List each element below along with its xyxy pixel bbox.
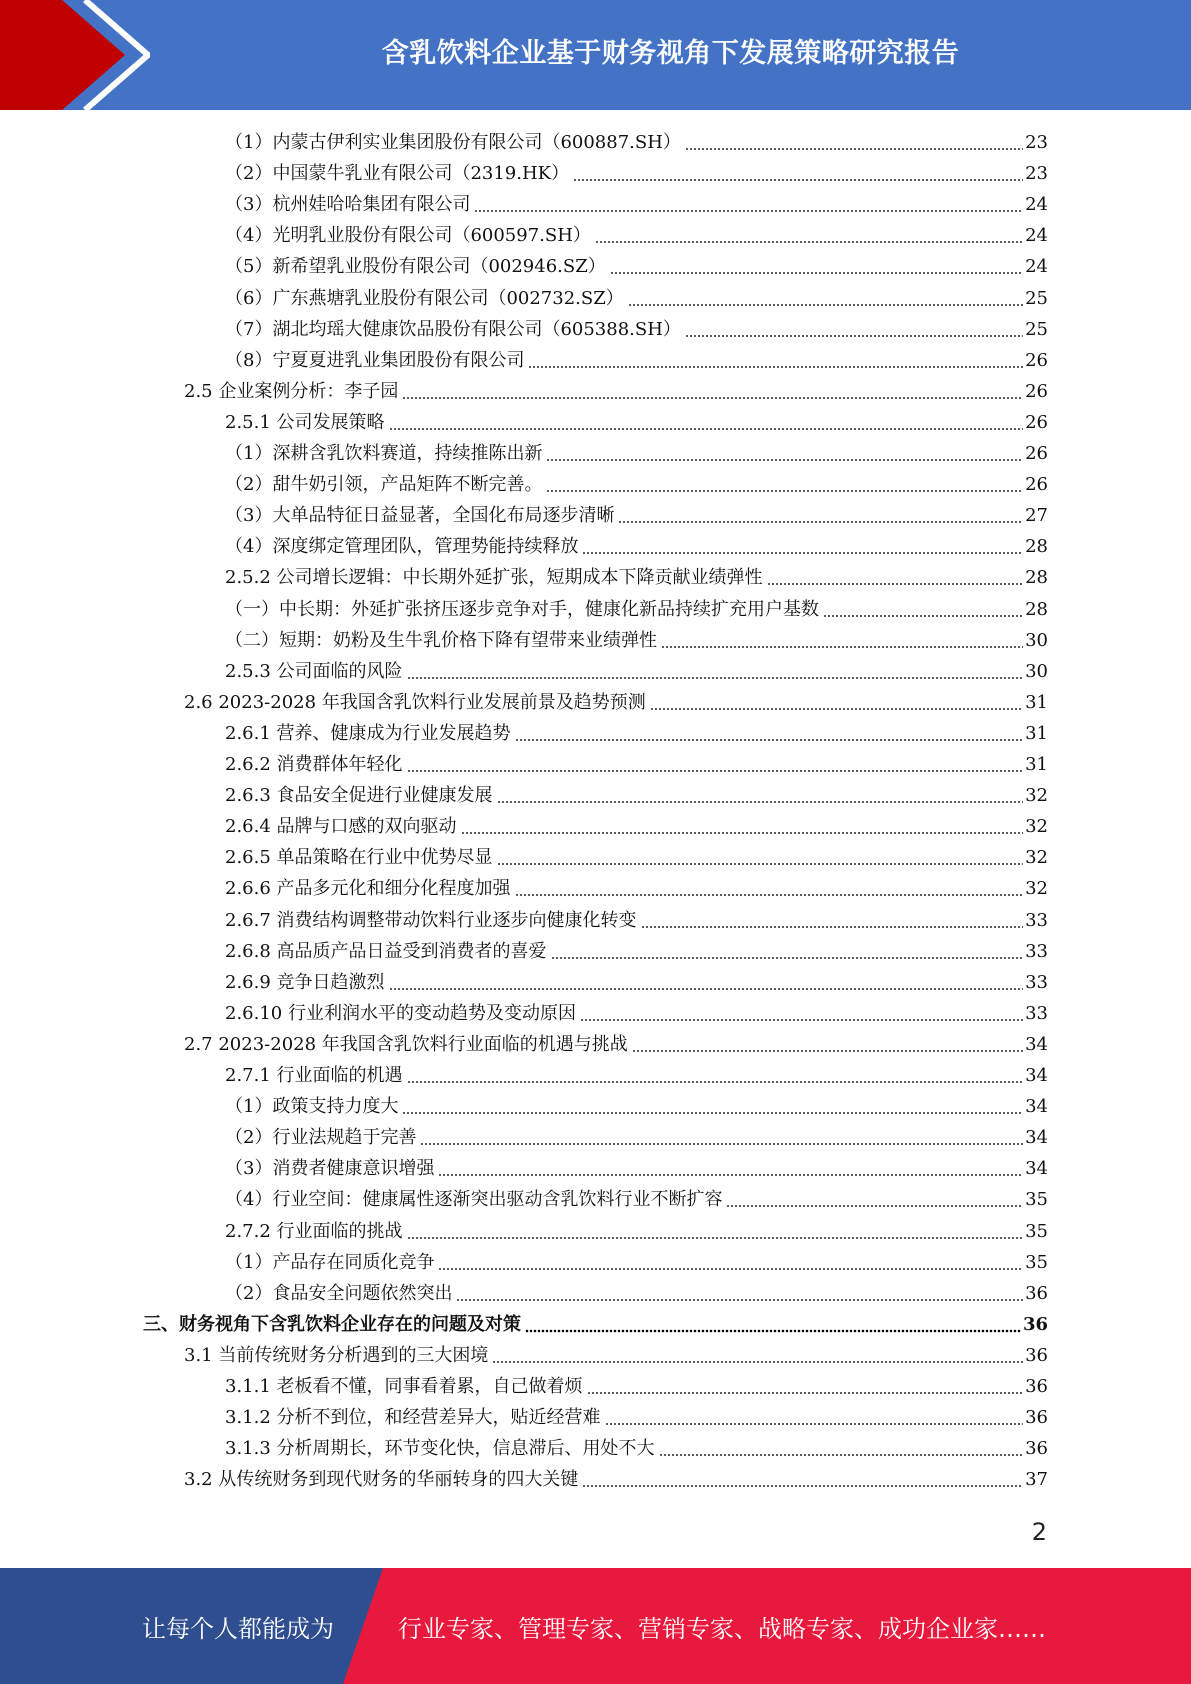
footer-slogan-left: 让每个人都能成为 — [142, 1614, 334, 1643]
toc-entry-page: 36 — [1025, 1407, 1048, 1429]
toc-entry-label: 2.5.1 公司发展策略 — [225, 411, 385, 433]
toc-entry-page: 30 — [1025, 660, 1048, 682]
toc-entry-page: 26 — [1025, 349, 1048, 371]
toc-entry-label: 2.7.1 行业面临的机遇 — [225, 1065, 403, 1086]
toc-entry[interactable] — [225, 998, 1048, 1029]
toc-dot-leader — [823, 594, 1023, 625]
toc-entry[interactable] — [225, 718, 1048, 749]
toc-entry-label: 3.1.2 分析不到位，和经营差异大，贴近经营难 — [225, 1407, 601, 1429]
toc-dot-leader — [582, 1464, 1023, 1495]
toc-dot-leader — [407, 656, 1024, 687]
toc-entry-label: （6）广东燕塘乳业股份有限公司（002732.SZ） — [225, 287, 624, 309]
toc-entry[interactable] — [225, 220, 1048, 251]
toc-entry-label: （3）大单品特征日益显著，全国化布局逐步清晰 — [225, 505, 615, 527]
toc-entry-label: 2.6.2 消费群体年轻化 — [225, 754, 403, 775]
toc-entry-label: （1）内蒙古伊利实业集团股份有限公司（600887.SH） — [225, 132, 681, 153]
toc-entry[interactable] — [225, 811, 1048, 842]
toc-entry-label: （4）深度绑定管理团队，管理势能持续释放 — [225, 536, 579, 558]
toc-entry[interactable] — [225, 345, 1048, 376]
toc-entry-page: 26 — [1025, 411, 1048, 433]
toc-entry[interactable] — [225, 562, 1048, 593]
toc-entry[interactable] — [225, 251, 1048, 282]
toc-entry-label: （5）新希望乳业股份有限公司（002946.SZ） — [225, 256, 606, 278]
toc-entry-page: 31 — [1025, 754, 1048, 775]
toc-dot-leader — [525, 1309, 1021, 1340]
toc-entry[interactable] — [225, 1278, 1048, 1309]
toc-entry-page: 31 — [1025, 722, 1048, 744]
toc-dot-leader — [659, 1433, 1024, 1464]
toc-entry[interactable] — [184, 1029, 1048, 1060]
toc-entry-page: 32 — [1025, 785, 1048, 807]
toc-dot-leader — [628, 283, 1023, 314]
toc-entry-label: （二）短期：奶粉及生牛乳价格下降有望带来业绩弹性 — [225, 629, 657, 651]
toc-dot-leader — [546, 438, 1023, 469]
footer-slogan-right: 行业专家、管理专家、营销专家、战略专家、成功企业家…… — [398, 1614, 1046, 1643]
toc-entry[interactable] — [225, 1153, 1048, 1184]
toc-dot-leader — [685, 314, 1023, 345]
toc-dot-leader — [497, 842, 1024, 873]
toc-entry-label: 3.1 当前传统财务分析遇到的三大困境 — [184, 1344, 489, 1366]
toc-entry-label: 2.6.9 竞争日趋激烈 — [225, 971, 385, 993]
header-red-arrow-decoration — [0, 0, 150, 110]
toc-entry-page: 23 — [1025, 132, 1048, 153]
toc-entry-label: （3）杭州娃哈哈集团有限公司 — [225, 194, 471, 216]
toc-dot-leader — [407, 749, 1024, 780]
toc-dot-leader — [551, 936, 1024, 967]
toc-entry[interactable] — [225, 1371, 1048, 1402]
toc-entry[interactable] — [225, 283, 1048, 314]
toc-dot-leader — [497, 780, 1024, 811]
toc-entry-page: 36 — [1025, 1344, 1048, 1366]
toc-entry-page: 28 — [1025, 567, 1048, 589]
toc-entry[interactable] — [225, 594, 1048, 625]
toc-entry-label: 2.6.8 高品质产品日益受到消费者的喜爱 — [225, 940, 547, 962]
toc-dot-leader — [402, 1091, 1023, 1122]
toc-entry-label: （3）消费者健康意识增强 — [225, 1158, 435, 1180]
toc-entry-label: （2）行业法规趋于完善 — [225, 1127, 417, 1149]
toc-dot-leader — [587, 1371, 1024, 1402]
toc-entry-page: 24 — [1025, 256, 1048, 278]
toc-entry-page: 32 — [1025, 816, 1048, 838]
toc-entry-page: 33 — [1025, 1002, 1048, 1024]
page-footer — [0, 1568, 1191, 1684]
toc-entry-page: 35 — [1025, 1251, 1048, 1273]
toc-entry-label: （4）行业空间：健康属性逐渐突出驱动含乳饮料行业不断扩容 — [225, 1189, 723, 1211]
toc-entry-label: 2.6.3 食品安全促进行业健康发展 — [225, 785, 493, 807]
toc-entry[interactable] — [225, 1433, 1048, 1464]
toc-dot-leader — [767, 562, 1024, 593]
toc-entry[interactable] — [225, 656, 1048, 687]
toc-entry-page: 35 — [1025, 1220, 1048, 1242]
toc-dot-leader — [515, 873, 1024, 904]
toc-entry-label: 2.5 企业案例分析：李子园 — [184, 380, 399, 402]
toc-entry-page: 32 — [1025, 847, 1048, 869]
toc-entry[interactable] — [184, 687, 1048, 718]
toc-entry-page: 26 — [1025, 380, 1048, 402]
toc-entry-label: 3.1.1 老板看不懂，同事看着累，自己做着烦 — [225, 1376, 583, 1397]
toc-dot-leader — [610, 251, 1023, 282]
toc-entry[interactable] — [225, 158, 1048, 189]
toc-entry-label: （1）政策支持力度大 — [225, 1096, 399, 1118]
toc-dot-leader — [726, 1184, 1023, 1215]
toc-entry-label: 3.2 从传统财务到现代财务的华丽转身的四大关键 — [184, 1469, 579, 1491]
toc-dot-leader — [595, 220, 1023, 251]
toc-entry[interactable] — [225, 407, 1048, 438]
toc-entry[interactable] — [225, 189, 1048, 220]
toc-entry[interactable] — [225, 127, 1048, 158]
page-header — [0, 0, 1191, 110]
toc-dot-leader — [650, 687, 1023, 718]
toc-dot-leader — [420, 1122, 1023, 1153]
toc-entry[interactable] — [225, 1216, 1048, 1247]
toc-dot-leader — [438, 1247, 1023, 1278]
toc-entry-label: 2.6.10 行业利润水平的变动趋势及变动原因 — [225, 1002, 576, 1024]
toc-dot-leader — [492, 1340, 1023, 1371]
toc-entry-page: 26 — [1025, 443, 1048, 464]
toc-entry-label: 2.6.4 品牌与口感的双向驱动 — [225, 816, 457, 838]
toc-entry[interactable] — [225, 842, 1048, 873]
toc-entry[interactable] — [225, 438, 1048, 469]
toc-entry-page: 36 — [1025, 1282, 1048, 1304]
toc-entry[interactable] — [225, 314, 1048, 345]
toc-entry-label: 2.6.6 产品多元化和细分化程度加强 — [225, 878, 511, 900]
toc-entry-label: 2.6.5 单品策略在行业中优势尽显 — [225, 847, 493, 869]
toc-entry[interactable] — [184, 376, 1048, 407]
toc-entry[interactable] — [225, 1122, 1048, 1153]
toc-dot-leader — [546, 469, 1023, 500]
toc-dot-leader — [573, 158, 1023, 189]
toc-entry-page: 35 — [1025, 1189, 1048, 1211]
toc-entry-page: 34 — [1025, 1096, 1048, 1118]
toc-entry[interactable] — [225, 469, 1048, 500]
toc-dot-leader — [389, 407, 1024, 438]
toc-entry[interactable] — [225, 905, 1048, 936]
toc-dot-leader — [618, 500, 1023, 531]
toc-entry-page: 24 — [1025, 194, 1048, 216]
toc-entry-page: 25 — [1025, 287, 1048, 309]
toc-dot-leader — [438, 1153, 1023, 1184]
toc-entry[interactable] — [225, 780, 1048, 811]
toc-entry-page: 30 — [1025, 629, 1048, 651]
toc-entry[interactable] — [225, 967, 1048, 998]
toc-dot-leader — [515, 718, 1024, 749]
toc-entry-label: 2.5.2 公司增长逻辑：中长期外延扩张，短期成本下降贡献业绩弹性 — [225, 567, 763, 589]
toc-entry[interactable] — [184, 1464, 1048, 1495]
toc-entry[interactable] — [225, 625, 1048, 656]
toc-entry-page: 27 — [1025, 505, 1048, 527]
toc-entry-label: 2.5.3 公司面临的风险 — [225, 660, 403, 682]
toc-dot-leader — [580, 998, 1023, 1029]
page-number: 2 — [1031, 1518, 1047, 1546]
toc-entry-label: 2.6.1 营养、健康成为行业发展趋势 — [225, 722, 511, 744]
toc-entry-page: 34 — [1025, 1065, 1048, 1086]
toc-entry-label: （7）湖北均瑶大健康饮品股份有限公司（605388.SH） — [225, 318, 681, 340]
toc-entry-page: 26 — [1025, 474, 1048, 496]
toc-dot-leader — [407, 1060, 1024, 1091]
toc-entry-label: （1）深耕含乳饮料赛道，持续推陈出新 — [225, 443, 543, 464]
toc-dot-leader — [661, 625, 1023, 656]
toc-entry-page: 36 — [1022, 1313, 1048, 1335]
toc-entry-label: 2.6.7 消费结构调整带动饮料行业逐步向健康化转变 — [225, 909, 637, 931]
toc-entry[interactable] — [225, 1247, 1048, 1278]
toc-entry-page: 34 — [1025, 1158, 1048, 1180]
toc-entry-label: 3.1.3 分析周期长，环节变化快，信息滞后、用处不大 — [225, 1438, 655, 1460]
toc-entry-page: 24 — [1025, 225, 1048, 247]
toc-entry-page: 32 — [1025, 878, 1048, 900]
toc-entry-label: （8）宁夏夏进乳业集团股份有限公司 — [225, 349, 525, 371]
toc-entry-label: 2.6 2023-2028 年我国含乳饮料行业发展前景及趋势预测 — [184, 691, 646, 713]
toc-dot-leader — [582, 531, 1023, 562]
toc-dot-leader — [456, 1278, 1023, 1309]
toc-dot-leader — [685, 127, 1023, 158]
toc-entry[interactable] — [225, 749, 1048, 780]
toc-entry-page: 28 — [1025, 536, 1048, 558]
toc-entry[interactable] — [143, 1309, 1048, 1340]
toc-entry[interactable] — [225, 1184, 1048, 1215]
toc-entry-page: 36 — [1025, 1376, 1048, 1397]
toc-entry-page: 31 — [1025, 691, 1048, 713]
toc-entry[interactable] — [225, 1060, 1048, 1091]
toc-dot-leader — [641, 905, 1024, 936]
toc-entry-page: 25 — [1025, 318, 1048, 340]
toc-dot-leader — [407, 1216, 1024, 1247]
toc-entry-label: （4）光明乳业股份有限公司（600597.SH） — [225, 225, 591, 247]
toc-entry-page: 34 — [1025, 1033, 1048, 1055]
toc-entry-label: （2）食品安全问题依然突出 — [225, 1282, 453, 1304]
toc-entry-label: 三、财务视角下含乳饮料企业存在的问题及对策 — [143, 1313, 521, 1335]
toc-entry-label: （2）甜牛奶引领，产品矩阵不断完善。 — [225, 474, 543, 496]
toc-entry[interactable] — [225, 1402, 1048, 1433]
toc-entry[interactable] — [225, 873, 1048, 904]
toc-dot-leader — [632, 1029, 1023, 1060]
toc-entry-page: 33 — [1025, 971, 1048, 993]
report-title: 含乳饮料企业基于财务视角下发展策略研究报告 — [381, 37, 960, 69]
toc-entry[interactable] — [225, 531, 1048, 562]
toc-dot-leader — [461, 811, 1024, 842]
toc-dot-leader — [389, 967, 1024, 998]
toc-entry-page: 34 — [1025, 1127, 1048, 1149]
toc-dot-leader — [402, 376, 1023, 407]
toc-dot-leader — [474, 189, 1023, 220]
toc-entry[interactable] — [184, 1340, 1048, 1371]
toc-entry-page: 33 — [1025, 909, 1048, 931]
toc-entry-page: 36 — [1025, 1438, 1048, 1460]
toc-entry-page: 37 — [1025, 1469, 1048, 1491]
toc-entry-label: （一）中长期：外延扩张挤压逐步竞争对手，健康化新品持续扩充用户基数 — [225, 598, 819, 620]
toc-entry[interactable] — [225, 500, 1048, 531]
toc-dot-leader — [528, 345, 1023, 376]
toc-entry-label: （1）产品存在同质化竞争 — [225, 1251, 435, 1273]
toc-entry-page: 23 — [1025, 163, 1048, 185]
toc-dot-leader — [605, 1402, 1024, 1433]
toc-entry-label: 2.7.2 行业面临的挑战 — [225, 1220, 403, 1242]
toc-entry-label: （2）中国蒙牛乳业有限公司（2319.HK） — [225, 163, 570, 185]
toc-entry[interactable] — [225, 1091, 1048, 1122]
toc-entry-page: 28 — [1025, 598, 1048, 620]
toc-entry-label: 2.7 2023-2028 年我国含乳饮料行业面临的机遇与挑战 — [184, 1033, 628, 1055]
toc-entry-page: 33 — [1025, 940, 1048, 962]
toc-entry[interactable] — [225, 936, 1048, 967]
